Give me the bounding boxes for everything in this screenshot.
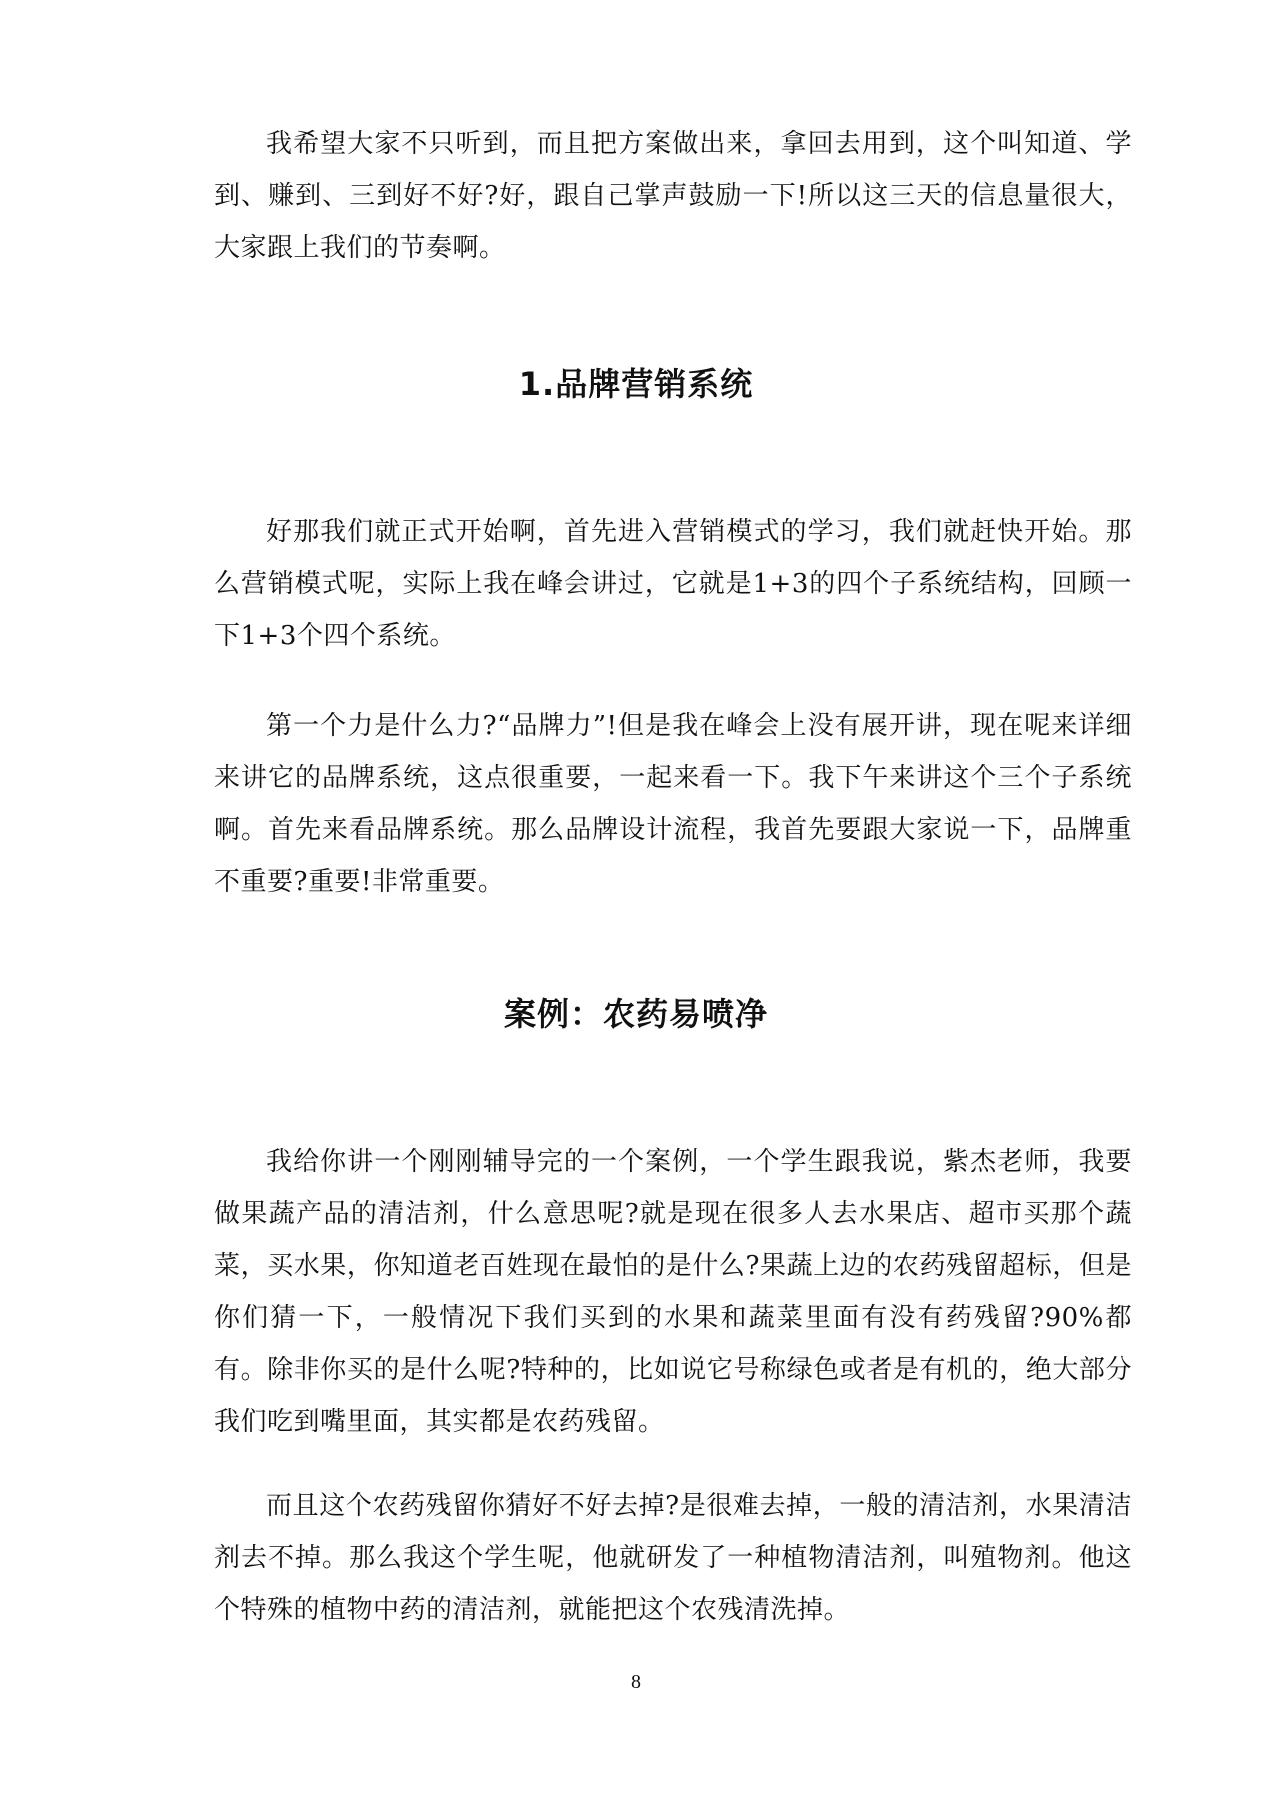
paragraph-brand-power: 第一个力是什么力?“品牌力”!但是我在峰会上没有展开讲，现在呢来详细来讲它的品牌系统，这点很重要，一起来看一下。我下午来讲这个三个子系统啊。首先来看品牌系统。那么品牌设计流程，我首先要跟大家说一下，品牌重不重要?重要!非常重要。 bbox=[214, 711, 1132, 897]
page-number: 8 bbox=[631, 1671, 641, 1693]
paragraph-case-detail: 我给你讲一个刚刚辅导完的一个案例，一个学生跟我说，紫杰老师，我要做果蔬产品的清洁剂，什么意思呢?就是现在很多人去水果店、超市买那个蔬菜，买水果，你知道老百姓现在最怕的是什么?果蔬上边的农药残留超标，但是你们猜一下，一般情况下我们买到的水果和蔬菜里面有没有药残留?90%都有。除非你买的是什么呢?特种的，比如说它号称绿色或者是有机的，绝大部分我们吃到嘴里面，其实都是农药残留。 bbox=[214, 1147, 1132, 1437]
paragraph-cleaner: 而且这个农药残留你猜好不好去掉?是很难去掉，一般的清洁剂，水果清洁剂去不掉。那么我这个学生呢，他就研发了一种植物清洁剂，叫殖物剂。他这个特殊的植物中药的清洁剂，就能把这个农残清洗掉。 bbox=[214, 1491, 1132, 1625]
section-heading-brand-marketing: 1.品牌营销系统 bbox=[518, 365, 754, 403]
paragraph-marketing-model: 好那我们就正式开始啊，首先进入营销模式的学习，我们就赶快开始。那么营销模式呢，实际上我在峰会讲过，它就是1+3的四个子系统结构，回顾一下1+3个四个系统。 bbox=[214, 517, 1132, 651]
section-heading-case: 案例：农药易喷净 bbox=[503, 995, 768, 1033]
paragraph-intro: 我希望大家不只听到，而且把方案做出来，拿回去用到，这个叫知道、学到、赚到、三到好不好?好，跟自己掌声鼓励一下!所以这三天的信息量很大，大家跟上我们的节奏啊。 bbox=[214, 129, 1132, 263]
